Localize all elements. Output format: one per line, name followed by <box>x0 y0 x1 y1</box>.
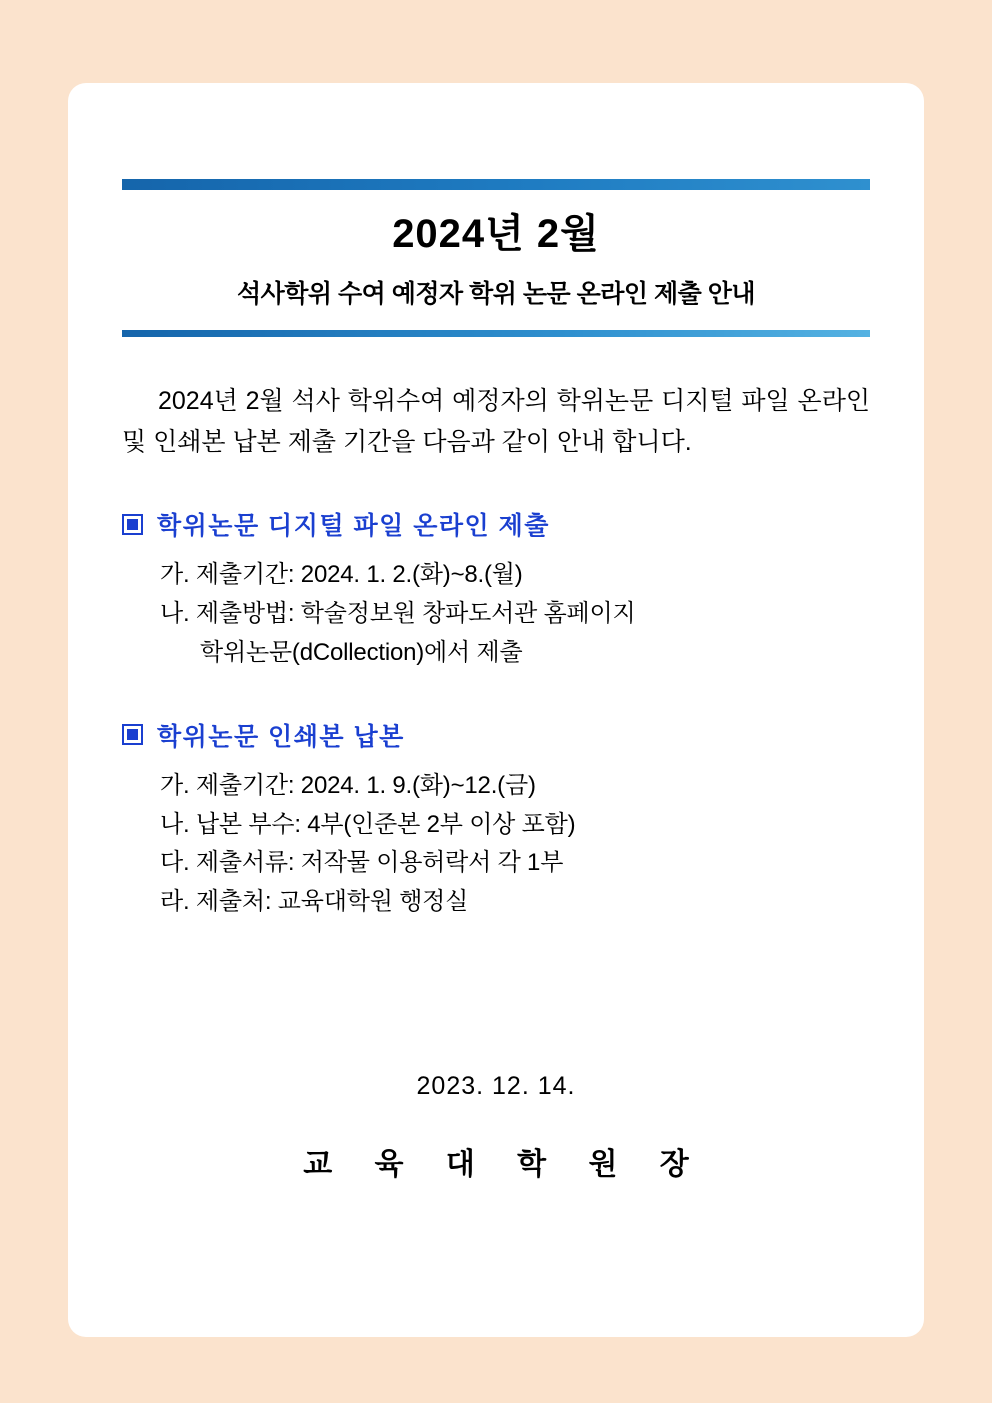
section-2-items <box>122 767 870 923</box>
issue-date: 2023. 12. 14. <box>416 1072 576 1101</box>
notice-page <box>68 83 924 1337</box>
header-rule-bottom <box>122 330 870 337</box>
square-bullet-icon <box>122 724 143 745</box>
section-online-submission <box>122 506 870 673</box>
section-heading-1 <box>122 506 870 542</box>
list-item <box>122 806 870 845</box>
section-heading-2 <box>122 717 870 753</box>
list-item <box>122 767 870 806</box>
header-rule-top <box>122 179 870 190</box>
list-item <box>122 883 870 922</box>
title-block <box>122 190 870 324</box>
list-item-label: 다. 제출서류: 저작물 이용허락서 각 1부 <box>160 849 564 877</box>
list-item <box>122 844 870 883</box>
list-item-label: 가. 제출기간: 2024. 1. 2.(화)~8.(월) <box>160 561 523 588</box>
section-heading-2-label: 학위논문 인쇄본 납본 <box>157 722 405 751</box>
signature-block <box>122 1072 870 1183</box>
list-item <box>122 595 870 673</box>
page-title: 2024년 2월 <box>392 212 600 256</box>
intro-paragraph: 2024년 2월 석사 학위수여 예정자의 학위논문 디지털 파일 온라인 및 인쇄본 납본 제출 기간을 다음과 같이 안내 합니다. <box>122 387 870 456</box>
list-item-continuation: 학위논문(dCollection)에서 제출 <box>200 638 523 666</box>
list-item-label: 라. 제출처: 교육대학원 행정실 <box>160 888 469 916</box>
page-subtitle: 석사학위 수여 예정자 학위 논문 온라인 제출 안내 <box>236 280 756 308</box>
section-1-items <box>122 556 870 673</box>
list-item-label: 나. 제출방법: 학술정보원 창파도서관 홈페이지 <box>160 599 636 627</box>
square-bullet-icon <box>122 514 143 535</box>
list-item <box>122 556 870 595</box>
list-item-label: 가. 제출기간: 2024. 1. 9.(화)~12.(금) <box>160 771 536 799</box>
section-heading-1-label: 학위논문 디지털 파일 온라인 제출 <box>157 512 550 540</box>
notice-content <box>122 179 870 1183</box>
list-item-label: 나. 납본 부수: 4부(인준본 2부 이상 포함) <box>160 810 576 838</box>
section-print-submission <box>122 717 870 923</box>
issuer-name: 교 육 대 학 원 장 <box>303 1148 706 1182</box>
